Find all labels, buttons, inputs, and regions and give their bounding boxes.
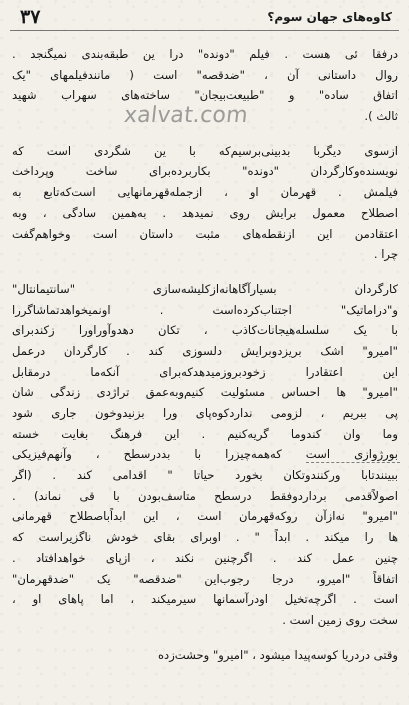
paragraph-3 xyxy=(12,279,398,631)
text-line: بورژوازی است که‌همه‌چیزرا با بددرسطح ، وآنهم‌فیزیکی xyxy=(12,447,398,462)
paragraph-1 xyxy=(12,44,398,127)
text-line: "امیرو" نه‌ازآن روکه‌قهرمان است ، این ابداًباصطلاح قهرمانی xyxy=(12,509,398,524)
dashed-rule xyxy=(306,462,400,464)
text-line: وقتی دردریا کوسه‌پیدا میشود ، "امیرو" وحشت‌زده xyxy=(157,647,398,662)
paragraph-2 xyxy=(12,141,398,265)
text-line: این اعتقادرا زخودبروزمیدهدکه‌برای آنکه‌ما درمقابل xyxy=(12,364,398,379)
text-line: فیلمش . قهرمان او ، ازجمله‌قهرمانهایی است‌که‌تابع به xyxy=(12,185,398,200)
text-line: ثالث ). xyxy=(364,109,398,124)
text-line: کارگردان بسیارآگاهانه‌ازکلیشه‌سازی "سانتیمانتال" xyxy=(12,281,398,296)
text-line: نویسنده‌وکارگردان "دونده" بکاربرده‌برای ساخت وپرداخت xyxy=(12,164,398,179)
text-line: اتفاق ساده" و "طبیعت‌بیجان" ساخته‌های سهراب شهید xyxy=(12,88,398,103)
page-number: ۳۷ xyxy=(20,6,41,28)
text-line: با یک سلسله‌هیجانات‌کاذب ، تکان دهدوآوراورا زکندبرای xyxy=(12,323,398,338)
text-line: درفقا ئی هست . فیلم "دونده" درا ین طبقه‌بندی نمیگنجد . xyxy=(12,47,398,61)
text-line: "امیرو" اشک بریزدوبرایش دلسوزی کند . کارگردان درعمل xyxy=(12,343,398,358)
text-line: چنین عمل کند . اگرچنین نکند ، ازپای خواهد‌افتاد . xyxy=(12,550,398,565)
text-line: ببینند‌تابا ورکنندوتکان بخورد حیاتا " اقدامی کند . (اگر xyxy=(12,468,398,483)
text-line: اصطلاح معمول برایش روی نمیدهد . به‌همین سادگی ، وبه xyxy=(12,205,398,220)
text-line: وما وان کند‌وما گریه‌کنیم . این فرهنگ بغایت خسته xyxy=(12,426,398,441)
text-line: ازسوی دیگربا بدبینی‌برسیم‌که با ین شگردی است که xyxy=(12,143,398,158)
paragraph-spacing xyxy=(12,265,398,279)
text-line: اصولاً‌قدمی بردارد‌وفقط درسطح متاسف‌بودن با قی نماند) . xyxy=(12,488,398,503)
text-line: است . اگرچه‌تخیل اودرآسمانها سیرمیکند ، اما پاهای او ، xyxy=(12,592,398,607)
text-line: "امیرو" ها احساس مسئولیت کنیم‌وبه‌عمق تراژدی زندگی شان xyxy=(12,385,398,400)
paragraph-spacing xyxy=(12,631,398,645)
running-title: کاوه‌های جهان سوم؟ xyxy=(267,10,392,24)
text-line: روال داستانی آن ، "ضدقصه" است ( مانند‌فیلمهای "یک xyxy=(12,67,398,82)
text-line: پی ببریم ، لزومی ندارد‌کوه‌پای ورا بزنیدوخون جاری شود xyxy=(12,406,398,420)
book-body-text xyxy=(12,44,398,665)
text-line: چرا . xyxy=(373,247,398,262)
page-header xyxy=(10,6,399,31)
text-line: و"دراماتیک" اجتناب‌کرده‌است . اونمیخواهدتماشاگررا xyxy=(12,302,398,317)
text-line: اعتقادمن این ازنقطه‌های مثبت داستان است وخواهم‌گفت xyxy=(12,226,398,241)
text-line: اتفاقاً "امیرو، درجا رجوب‌این "ضدقصه" یک "ضدقهرمان" xyxy=(12,571,398,586)
text-line: سخت روی زمین است . xyxy=(282,612,398,627)
text-line: ها را میکند . ابداً " . اوبرای بقای خودش ناگزیراست که xyxy=(12,530,398,545)
paragraph-spacing xyxy=(12,127,398,141)
paragraph-4 xyxy=(12,645,398,666)
watermark-text: xalvat.com xyxy=(122,103,250,128)
